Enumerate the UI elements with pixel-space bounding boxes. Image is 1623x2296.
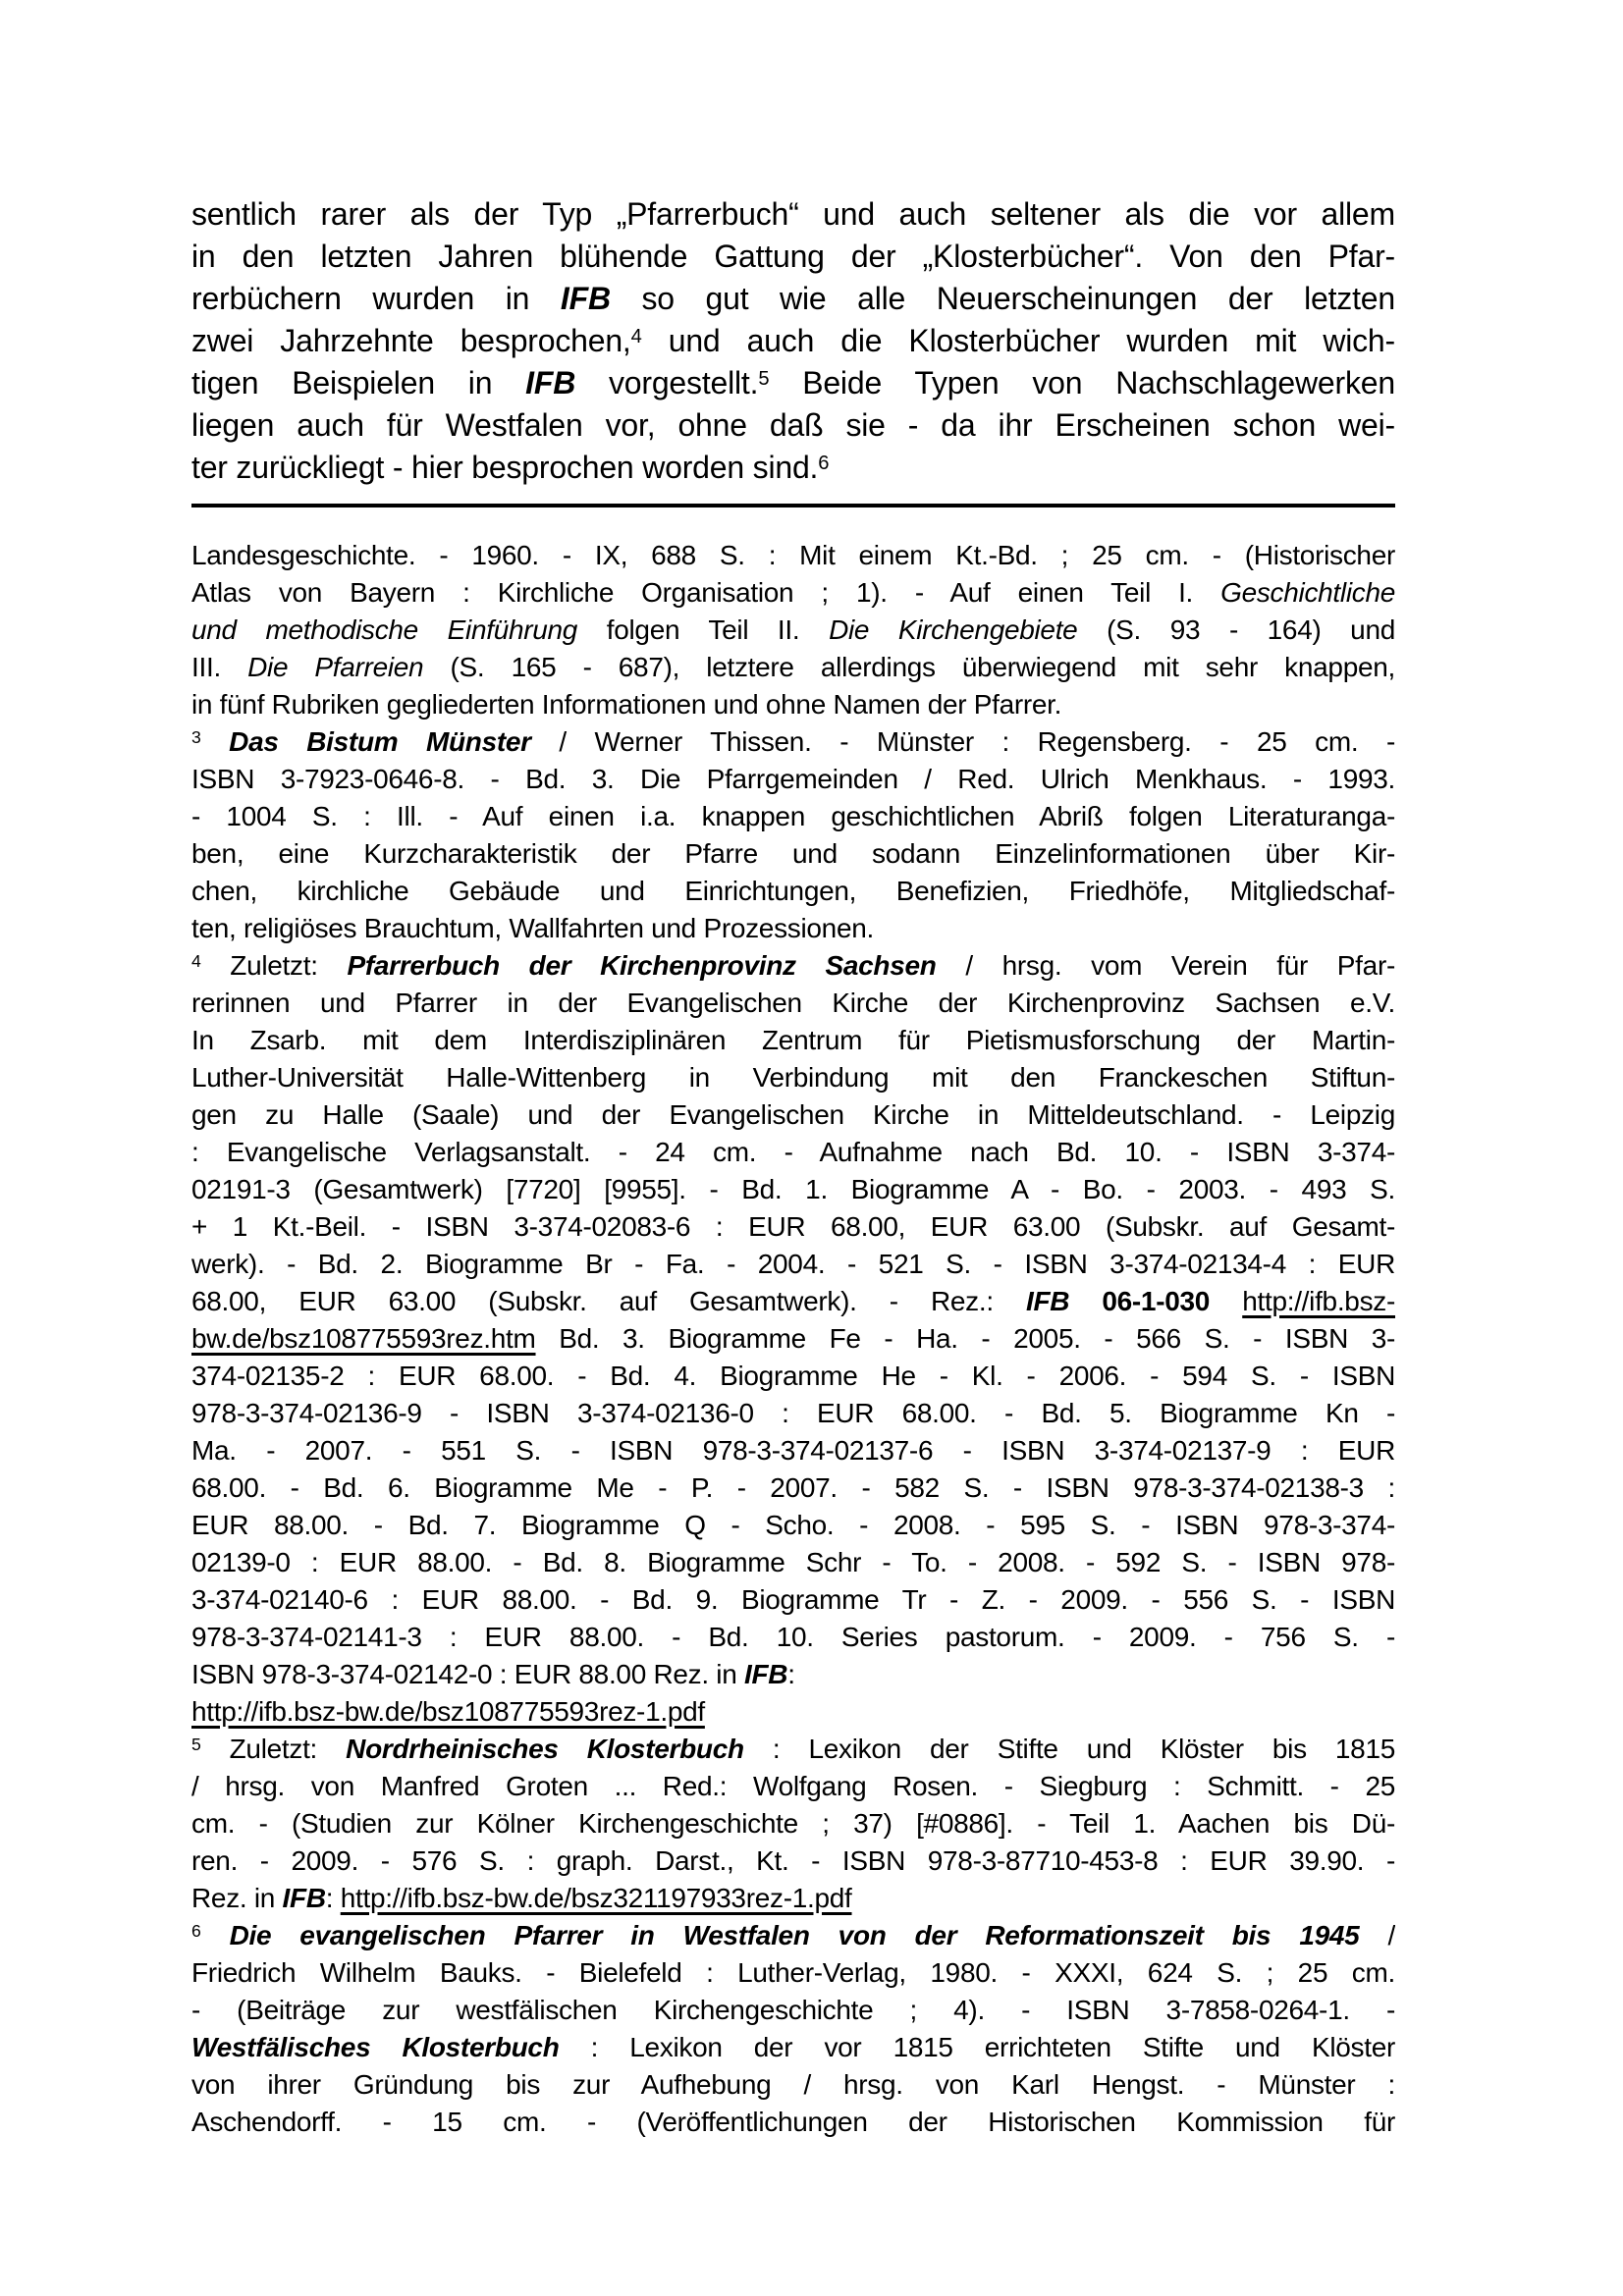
text-run: Luther-Universität Halle-Wittenberg in Verbindung mit den Franckeschen Stiftun- bbox=[191, 1062, 1395, 1093]
hyperlink-url[interactable]: http://ifb.bsz-bw.de/bsz321197933rez-1.pdf bbox=[340, 1883, 852, 1913]
text-line bbox=[191, 873, 1395, 910]
text-run: cm. - (Studien zur Kölner Kirchengeschichte ; 37) [#0886]. - Teil 1. Aachen bis Dü- bbox=[191, 1808, 1395, 1839]
text-run: III. bbox=[191, 652, 248, 682]
text-run: In Zsarb. mit dem Interdisziplinären Zentrum für Pietismusforschung der Martin- bbox=[191, 1025, 1395, 1055]
text-run: / Werner Thissen. - Münster : Regensberg. - 25 cm. - bbox=[530, 726, 1395, 757]
text-run: / hrsg. vom Verein für Pfar- bbox=[936, 950, 1395, 981]
text-run: Geschichtliche bbox=[1220, 577, 1395, 608]
text-line bbox=[191, 2066, 1395, 2104]
text-run: IFB bbox=[560, 281, 611, 316]
text-line bbox=[191, 1358, 1395, 1395]
text-run: Aschendorff. - 15 cm. - (Veröffentlichungen der Historischen Kommission für bbox=[191, 2107, 1395, 2137]
text-run: (S. 93 - 164) und bbox=[1077, 614, 1395, 645]
text-line bbox=[191, 278, 1395, 320]
text-run: : Evangelische Verlagsanstalt. - 24 cm. - Aufnahme nach Bd. 10. - ISBN 3-374- bbox=[191, 1137, 1395, 1167]
text-line bbox=[191, 1208, 1395, 1246]
text-run: IFB bbox=[743, 1659, 788, 1689]
text-run: in den letzten Jahren blühende Gattung der „Klosterbücher“. Von den Pfar- bbox=[191, 239, 1395, 274]
text-run: so gut wie alle Neuerscheinungen der letzten bbox=[610, 281, 1395, 316]
text-run: in fünf Rubriken gegliederten Informationen und ohne Namen der Pfarrer. bbox=[191, 689, 1062, 720]
text-run: ISBN 3-7923-0646-8. - Bd. 3. Die Pfarrgemeinden / Red. Ulrich Menkhaus. - 1993. bbox=[191, 764, 1395, 794]
text-line bbox=[191, 1954, 1395, 1992]
text-line bbox=[191, 1842, 1395, 1880]
text-run: IFB bbox=[282, 1883, 326, 1913]
text-line bbox=[191, 761, 1395, 798]
text-run: Landesgeschichte. - 1960. - IX, 688 S. : Mit einem Kt.-Bd. ; 25 cm. - (Historischer bbox=[191, 540, 1395, 570]
text-run: 68.00, EUR 63.00 (Subskr. auf Gesamtwerk). - Rez.: bbox=[191, 1286, 1026, 1316]
text-line bbox=[191, 1134, 1395, 1171]
text-run: + 1 Kt.-Beil. - ISBN 3-374-02083-6 : EUR 68.00, EUR 63.00 (Subskr. auf Gesamt- bbox=[191, 1211, 1395, 1242]
text-line bbox=[191, 1320, 1395, 1358]
text-line bbox=[191, 1693, 1395, 1731]
footnote-marker: 6 bbox=[191, 1921, 201, 1942]
footnote-marker: 4 bbox=[191, 951, 201, 972]
text-line bbox=[191, 1059, 1395, 1096]
hyperlink-url[interactable]: bw.de/bsz108775593rez.htm bbox=[191, 1323, 536, 1354]
text-run: - 1004 S. : Ill. - Auf einen i.a. knappen geschichtlichen Abriß folgen Literaturanga- bbox=[191, 801, 1395, 831]
text-run: sentlich rarer als der Typ „Pfarrerbuch“ und auch seltener als die vor allem bbox=[191, 196, 1395, 232]
text-line bbox=[191, 1096, 1395, 1134]
text-run: Die Kirchengebiete bbox=[829, 614, 1078, 645]
text-run: von ihrer Gründung bis zur Aufhebung / hrsg. von Karl Hengst. - Münster : bbox=[191, 2069, 1395, 2100]
text-line bbox=[191, 1731, 1395, 1768]
text-line bbox=[191, 835, 1395, 873]
text-run: Atlas von Bayern : Kirchliche Organisation ; 1). - Auf einen Teil I. bbox=[191, 577, 1221, 608]
text-run: / hrsg. von Manfred Groten ... Red.: Wolfgang Rosen. - Siegburg : Schmitt. - 25 bbox=[191, 1771, 1395, 1801]
text-run: Beide Typen von Nachschlagewerken bbox=[769, 365, 1395, 400]
text-run: Bd. 3. Biogramme Fe - Ha. - 2005. - 566 S. - ISBN 3- bbox=[535, 1323, 1395, 1354]
text-line bbox=[191, 1246, 1395, 1283]
footnote-marker: 6 bbox=[818, 452, 830, 474]
text-line bbox=[191, 1283, 1395, 1320]
hyperlink-url[interactable]: http://ifb.bsz-bw.de/bsz108775593rez-1.pdf bbox=[191, 1696, 705, 1727]
text-run: 02191-3 (Gesamtwerk) [7720] [9955]. - Bd. 1. Biogramme A - Bo. - 2003. - 493 S. bbox=[191, 1174, 1395, 1204]
text-run: 374-02135-2 : EUR 68.00. - Bd. 4. Biogramme He - Kl. - 2006. - 594 S. - ISBN bbox=[191, 1361, 1395, 1391]
text-line bbox=[191, 1992, 1395, 2029]
text-line bbox=[191, 910, 1395, 947]
text-run: 68.00. - Bd. 6. Biogramme Me - P. - 2007. - 582 S. - ISBN 978-3-374-02138-3 : bbox=[191, 1472, 1395, 1503]
text-run: rerinnen und Pfarrer in der Evangelischen Kirche der Kirchenprovinz Sachsen e.V. bbox=[191, 988, 1395, 1018]
text-line bbox=[191, 1544, 1395, 1581]
text-run: und methodische Einführung bbox=[191, 614, 578, 645]
text-run: werk). - Bd. 2. Biogramme Br - Fa. - 2004. - 521 S. - ISBN 3-374-02134-4 : EUR bbox=[191, 1249, 1395, 1279]
text-line bbox=[191, 1619, 1395, 1656]
body-paragraph bbox=[191, 193, 1395, 489]
text-run: 06-1-030 bbox=[1102, 1286, 1211, 1316]
text-run: Zuletzt: bbox=[200, 950, 348, 981]
footnotes-section bbox=[191, 537, 1395, 2141]
text-run: ISBN 978-3-374-02142-0 : EUR 88.00 Rez. in bbox=[191, 1659, 744, 1689]
text-line bbox=[191, 798, 1395, 835]
text-line bbox=[191, 1469, 1395, 1507]
text-run bbox=[1069, 1286, 1102, 1316]
text-run: : Lexikon der Stifte und Klöster bis 1815 bbox=[743, 1734, 1395, 1764]
text-line bbox=[191, 1805, 1395, 1842]
hyperlink-url[interactable]: http://ifb.bsz- bbox=[1242, 1286, 1395, 1316]
text-run: zwei Jahrzehnte besprochen, bbox=[191, 323, 631, 358]
text-line bbox=[191, 236, 1395, 278]
text-run: gen zu Halle (Saale) und der Evangelischen Kirche in Mitteldeutschland. - Leipzig bbox=[191, 1099, 1395, 1130]
text-line bbox=[191, 2029, 1395, 2066]
text-run: Das Bistum Münster bbox=[229, 726, 531, 757]
text-run: Pfarrerbuch der Kirchenprovinz Sachsen bbox=[347, 950, 937, 981]
text-line bbox=[191, 649, 1395, 686]
footnote-marker: 4 bbox=[630, 325, 642, 347]
footnote-marker: 5 bbox=[191, 1735, 201, 1755]
text-line bbox=[191, 193, 1395, 236]
text-run: liegen auch für Westfalen vor, ohne daß sie - da ihr Erscheinen schon wei- bbox=[191, 407, 1395, 443]
text-line bbox=[191, 2104, 1395, 2141]
text-line bbox=[191, 320, 1395, 362]
text-run: vorgestellt. bbox=[575, 365, 759, 400]
text-run: 978-3-374-02141-3 : EUR 88.00. - Bd. 10. Series pastorum. - 2009. - 756 S. - bbox=[191, 1622, 1395, 1652]
text-run: folgen Teil II. bbox=[577, 614, 830, 645]
text-run: Westfälisches Klosterbuch bbox=[191, 2032, 560, 2062]
text-run: - (Beiträge zur westfälischen Kirchengeschichte ; 4). - ISBN 3-7858-0264-1. - bbox=[191, 1995, 1395, 2025]
text-run: rerbüchern wurden in bbox=[191, 281, 561, 316]
text-line bbox=[191, 1581, 1395, 1619]
text-line bbox=[191, 1880, 1395, 1917]
text-run: Die evangelischen Pfarrer in Westfalen von der Reformationszeit bis 1945 bbox=[229, 1920, 1360, 1950]
footnote-marker: 5 bbox=[758, 367, 770, 390]
text-run: : Lexikon der vor 1815 errichteten Stifte und Klöster bbox=[559, 2032, 1395, 2062]
text-line bbox=[191, 362, 1395, 404]
text-run: Rez. in bbox=[191, 1883, 283, 1913]
text-line bbox=[191, 537, 1395, 574]
text-line bbox=[191, 447, 1395, 489]
text-run: IFB bbox=[1025, 1286, 1070, 1316]
text-run: IFB bbox=[525, 365, 576, 400]
text-run: ben, eine Kurzcharakteristik der Pfarre und sodann Einzelinformationen über Kir- bbox=[191, 838, 1395, 869]
text-run: (S. 165 - 687), letztere allerdings überwiegend mit sehr knappen, bbox=[423, 652, 1395, 682]
text-line bbox=[191, 686, 1395, 723]
text-run: / bbox=[1359, 1920, 1395, 1950]
text-run: tigen Beispielen in bbox=[191, 365, 526, 400]
text-line bbox=[191, 723, 1395, 761]
text-line bbox=[191, 985, 1395, 1022]
text-line bbox=[191, 612, 1395, 649]
text-run: 02139-0 : EUR 88.00. - Bd. 8. Biogramme Schr - To. - 2008. - 592 S. - ISBN 978- bbox=[191, 1547, 1395, 1577]
text-line bbox=[191, 574, 1395, 612]
footnote-marker: 3 bbox=[191, 727, 201, 748]
text-line bbox=[191, 1656, 1395, 1693]
text-run: 978-3-374-02136-9 - ISBN 3-374-02136-0 : EUR 68.00. - Bd. 5. Biogramme Kn - bbox=[191, 1398, 1395, 1428]
text-line bbox=[191, 1395, 1395, 1432]
text-run: Nordrheinisches Klosterbuch bbox=[346, 1734, 744, 1764]
text-run: Zuletzt: bbox=[200, 1734, 347, 1764]
text-run: chen, kirchliche Gebäude und Einrichtungen, Benefizien, Friedhöfe, Mitgliedschaf- bbox=[191, 876, 1395, 906]
text-run: EUR 88.00. - Bd. 7. Biogramme Q - Scho. - 2008. - 595 S. - ISBN 978-3-374- bbox=[191, 1510, 1395, 1540]
text-run bbox=[201, 726, 230, 757]
text-run: Friedrich Wilhelm Bauks. - Bielefeld : Luther-Verlag, 1980. - XXXI, 624 S. ; 25 cm. bbox=[191, 1957, 1395, 1988]
text-run: ten, religiöses Brauchtum, Wallfahrten und Prozessionen. bbox=[191, 913, 874, 943]
text-line bbox=[191, 1507, 1395, 1544]
text-line bbox=[191, 1022, 1395, 1059]
text-line bbox=[191, 947, 1395, 985]
text-run: : bbox=[787, 1659, 795, 1689]
text-run: und auch die Klosterbücher wurden mit wich- bbox=[641, 323, 1395, 358]
text-line bbox=[191, 1432, 1395, 1469]
text-line bbox=[191, 1917, 1395, 1954]
text-run: Ma. - 2007. - 551 S. - ISBN 978-3-374-02137-6 - ISBN 3-374-02137-9 : EUR bbox=[191, 1435, 1395, 1466]
text-line bbox=[191, 1768, 1395, 1805]
text-run bbox=[1210, 1286, 1242, 1316]
text-run: ren. - 2009. - 576 S. : graph. Darst., Kt. - ISBN 978-3-87710-453-8 : EUR 39.90. - bbox=[191, 1845, 1395, 1876]
text-line bbox=[191, 404, 1395, 447]
text-line bbox=[191, 1171, 1395, 1208]
footnote-separator bbox=[191, 504, 1395, 507]
text-run: ter zurückliegt - hier besprochen worden sind. bbox=[191, 450, 819, 485]
text-run: Die Pfarreien bbox=[247, 652, 424, 682]
text-run: 3-374-02140-6 : EUR 88.00. - Bd. 9. Biogramme Tr - Z. - 2009. - 556 S. - ISBN bbox=[191, 1584, 1395, 1615]
text-run bbox=[201, 1920, 230, 1950]
text-run: : bbox=[325, 1883, 341, 1913]
